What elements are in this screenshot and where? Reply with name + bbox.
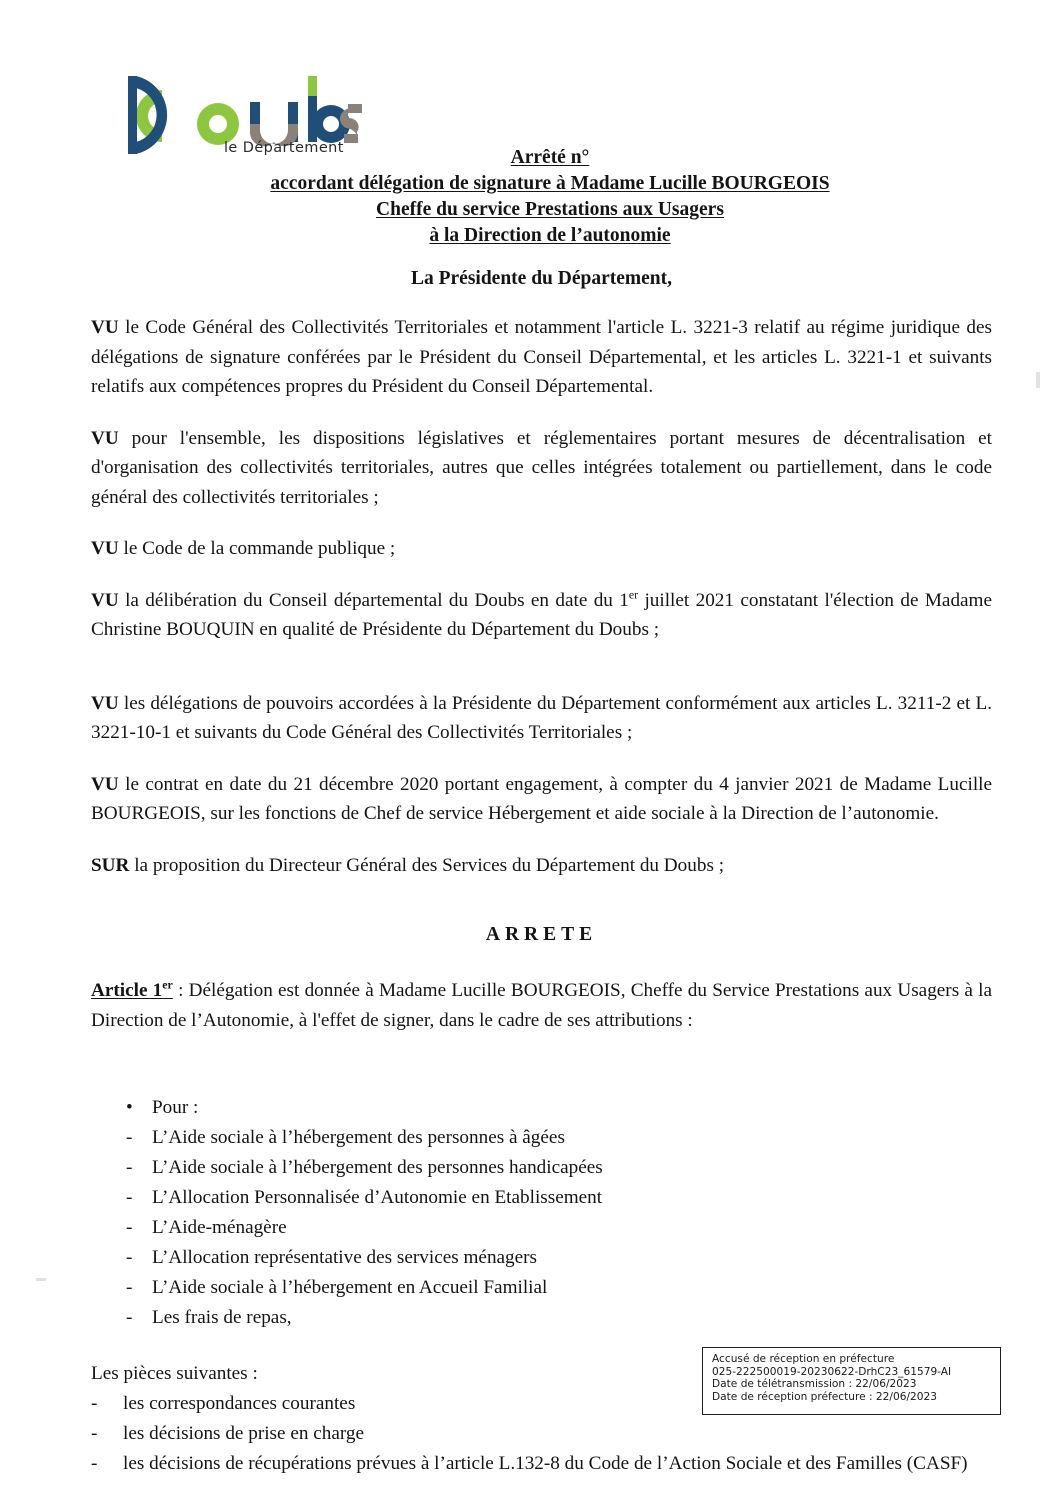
list-item-label: Pour : bbox=[152, 1097, 199, 1118]
considerant-keyword: VU bbox=[91, 427, 119, 449]
considerant-keyword: VU bbox=[91, 773, 119, 795]
considerant-5 bbox=[91, 689, 992, 748]
list-item bbox=[126, 1243, 992, 1273]
title-line-3: Cheffe du service Prestations aux Usagers bbox=[376, 199, 724, 220]
dash-marker: - bbox=[126, 1307, 133, 1328]
scan-artifact bbox=[36, 1278, 46, 1281]
list-item-label: les décisions de prise en charge bbox=[123, 1423, 365, 1444]
dash-marker: - bbox=[126, 1247, 133, 1268]
considerant-keyword: VU bbox=[91, 692, 119, 714]
list-item-label: L’Aide sociale à l’hébergement des personnes à âgées bbox=[152, 1127, 565, 1148]
stamp-line-title: Accusé de réception en préfecture bbox=[712, 1353, 895, 1365]
considerant-1 bbox=[91, 313, 992, 402]
considerant-keyword: SUR bbox=[91, 854, 130, 876]
list-item bbox=[126, 1303, 992, 1333]
list-item-label: Les frais de repas, bbox=[152, 1307, 292, 1328]
considerant-text-after: juillet 2021 constatant l'élection de Madame Christine BOUQUIN en qualité de Présidente du Département du Doubs ; bbox=[91, 589, 992, 640]
considerant-keyword: VU bbox=[91, 589, 119, 611]
dash-marker: - bbox=[91, 1423, 98, 1444]
list-item bbox=[91, 1449, 992, 1479]
article-1-label: Article 1er bbox=[91, 977, 173, 1001]
stamp-line-reference: 025-222500019-20230622-DrhC23_61579-AI bbox=[712, 1365, 952, 1378]
list-item bbox=[126, 1123, 992, 1153]
pieces-heading: Les pièces suivantes : bbox=[91, 1363, 258, 1384]
arrete-heading: ARRETE bbox=[485, 924, 598, 945]
stamp-line-transmission-date: Date de télétransmission : 22/06/2023 bbox=[712, 1378, 917, 1391]
vertical-spacer bbox=[91, 1053, 992, 1093]
dash-marker: - bbox=[91, 1453, 98, 1474]
considerant-text: pour l'ensemble, les dispositions législatives et réglementaires portant mesures de décentralisation et d'organisation des collectivités territoriales, autres que celles intégrées totalement ou partiellement, dans le code général des collectivités territoriales ; bbox=[91, 427, 992, 508]
dash-marker: - bbox=[91, 1393, 98, 1414]
article-1 bbox=[91, 976, 992, 1035]
considerant-text-before: la délibération du Conseil départemental du Doubs en date du 1 bbox=[118, 589, 629, 611]
considerant-4 bbox=[91, 586, 992, 645]
list-item-label: L’Allocation Personnalisée d’Autonomie en Etablissement bbox=[152, 1187, 603, 1208]
considerant-2 bbox=[91, 424, 992, 513]
dash-marker: - bbox=[126, 1127, 133, 1148]
considerant-3 bbox=[91, 534, 992, 564]
document-body bbox=[91, 313, 992, 1479]
list-item bbox=[126, 1273, 992, 1303]
dash-marker: - bbox=[126, 1157, 133, 1178]
list-item bbox=[126, 1213, 992, 1243]
list-item bbox=[91, 1419, 992, 1449]
dash-marker: - bbox=[126, 1277, 133, 1298]
considerant-7 bbox=[91, 851, 992, 881]
considerant-keyword: VU bbox=[91, 538, 119, 559]
stamp-line-reception-date: Date de réception préfecture : 22/06/2023 bbox=[712, 1390, 937, 1403]
logo-tagline: le Département bbox=[224, 140, 344, 156]
considerant-text: le Code de la commande publique ; bbox=[118, 538, 396, 559]
considerant-6 bbox=[91, 770, 992, 829]
list-item-label: L’Aide sociale à l’hébergement des personnes handicapées bbox=[152, 1157, 603, 1178]
ordinal-suffix: er bbox=[628, 587, 639, 602]
list-item-label: L’Allocation représentative des services ménagers bbox=[152, 1247, 538, 1268]
ordinal-suffix: er bbox=[162, 977, 173, 992]
list-item-label: L’Aide-ménagère bbox=[152, 1217, 287, 1238]
delegation-list bbox=[126, 1093, 992, 1333]
list-item-label: L’Aide sociale à l’hébergement en Accueil Familial bbox=[152, 1277, 548, 1298]
considerant-keyword: VU bbox=[91, 317, 119, 338]
title-line-4: à la Direction de l’autonomie bbox=[429, 225, 671, 246]
bullet-marker: • bbox=[126, 1097, 133, 1118]
list-item-label: les décisions de récupérations prévues à l’article L.132-8 du Code de l’Action Sociale et des Familles (CASF) bbox=[123, 1453, 968, 1474]
article-1-text: : Délégation est donnée à Madame Lucille BOURGEOIS, Cheffe du Service Prestations aux Usagers à la Direction de l’Autonomie, à l'effet de signer, dans le cadre de ses attributions : bbox=[91, 980, 992, 1031]
list-item-intro bbox=[126, 1093, 992, 1123]
considerant-text: les délégations de pouvoirs accordées à la Présidente du Département conformément aux articles L. 3211-2 et L. 3221-10-1 et suivants du Code Général des Collectivités Territoriales ; bbox=[91, 692, 992, 743]
list-item-label: les correspondances courantes bbox=[123, 1393, 356, 1414]
subtitle-presidente: La Présidente du Département, bbox=[410, 268, 673, 289]
considerant-text: le Code Général des Collectivités Territoriales et notamment l'article L. 3221-3 relatif au régime juridique des délégations de signature conférées par le Président du Conseil Départemental, et les articles L. 3221-1 et suivants relatifs aux compétences propres du Président du Conseil Départemental. bbox=[91, 317, 992, 397]
dash-marker: - bbox=[126, 1217, 133, 1238]
document-title bbox=[205, 145, 895, 249]
considerant-text: le contrat en date du 21 décembre 2020 portant engagement, à compter du 4 janvier 2021 de Madame Lucille BOURGEOIS, sur les fonctions de Chef de service Hébergement et aide sociale à la Direction de l’autonomie. bbox=[91, 773, 992, 824]
scan-artifact bbox=[1036, 372, 1040, 388]
list-item bbox=[126, 1183, 992, 1213]
dash-marker: - bbox=[126, 1187, 133, 1208]
prefecture-receipt-stamp bbox=[702, 1347, 1001, 1415]
title-line-1: Arrêté n° bbox=[510, 147, 590, 168]
list-item bbox=[126, 1153, 992, 1183]
considerant-text: la proposition du Directeur Général des Services du Département du Doubs ; bbox=[129, 854, 725, 876]
title-line-2: accordant délégation de signature à Madame Lucille BOURGEOIS bbox=[270, 173, 830, 194]
